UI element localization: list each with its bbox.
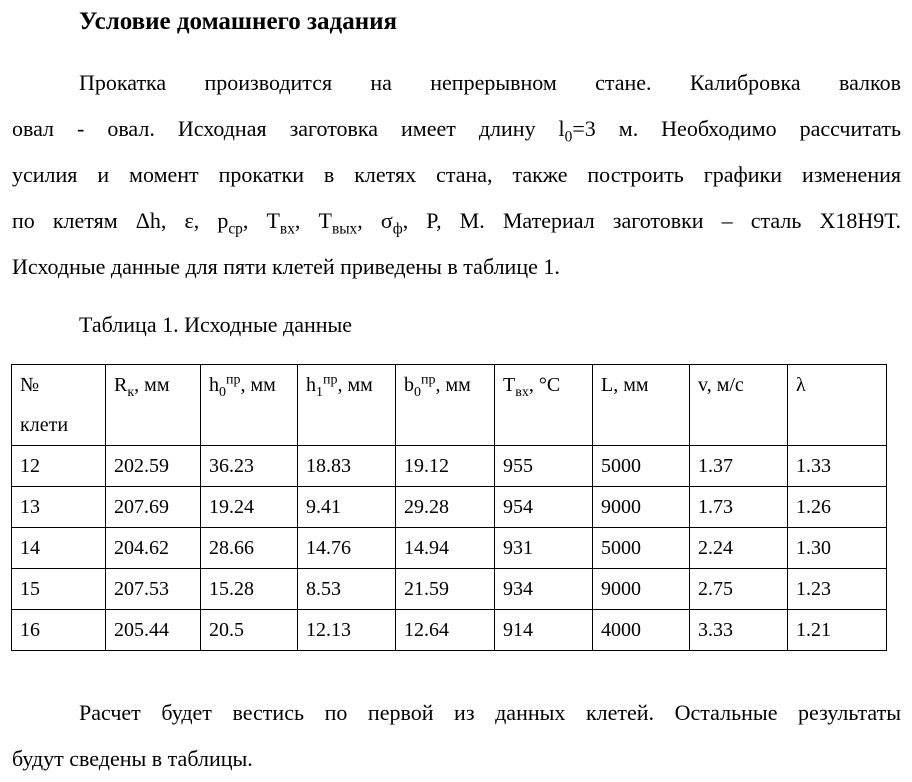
table-cell: 9000: [593, 569, 690, 610]
table-cell: 9000: [593, 487, 690, 528]
table-cell: 12: [12, 446, 106, 487]
table-cell: 19.12: [396, 446, 495, 487]
table-cell: 204.62: [106, 528, 201, 569]
intro-line-1: Прокатка производится на непрерывном стане. Калибровка валков: [79, 70, 901, 95]
table-cell: 202.59: [106, 446, 201, 487]
outro-paragraph: [12, 690, 901, 782]
header-temperature: $T_{вх}$, °C: [495, 365, 593, 446]
table-row: [12, 569, 887, 610]
table-row: [12, 446, 887, 487]
table-cell: 8.53: [298, 569, 396, 610]
table-cell: 9.41: [298, 487, 396, 528]
table-row: [12, 610, 887, 651]
header-speed: v, м/с: [690, 365, 788, 446]
table-cell: 15: [12, 569, 106, 610]
table-cell: 14: [12, 528, 106, 569]
table-cell: 1.37: [690, 446, 788, 487]
table-cell: 4000: [593, 610, 690, 651]
table-cell: 5000: [593, 446, 690, 487]
intro-paragraph: [12, 60, 901, 290]
table-cell: 914: [495, 610, 593, 651]
table-cell: 1.26: [788, 487, 887, 528]
header-h0: $h_0^{пр}$, мм: [201, 365, 298, 446]
table-cell: 18.83: [298, 446, 396, 487]
table-row: [12, 528, 887, 569]
table-cell: 12.64: [396, 610, 495, 651]
table-row: [12, 487, 887, 528]
table-cell: 1.30: [788, 528, 887, 569]
source-data-table: [11, 364, 887, 651]
intro-line-4: по клетям Δh, ε, $p_{ср}$, $T_{вх}$, $T_{вых}$, $\sigma_ф$, P, M. Материал заготовки – сталь Х18Н9Т.: [12, 208, 901, 238]
outro-line-2: будут сведены в таблицы.: [12, 746, 253, 771]
table-cell: 15.28: [201, 569, 298, 610]
table-cell: 5000: [593, 528, 690, 569]
table-cell: 207.69: [106, 487, 201, 528]
table-cell: 205.44: [106, 610, 201, 651]
header-stand-number: № клети: [12, 365, 106, 446]
table-cell: 934: [495, 569, 593, 610]
table-cell: 14.94: [396, 528, 495, 569]
table-cell: 955: [495, 446, 593, 487]
document-title: Условие домашнего задания: [79, 8, 398, 35]
table-cell: 1.33: [788, 446, 887, 487]
table-cell: 14.76: [298, 528, 396, 569]
table-cell: 16: [12, 610, 106, 651]
intro-line-3: усилия и момент прокатки в клетях стана, также построить графики изменения: [12, 162, 901, 187]
header-roll-radius: $R_к$, мм: [106, 365, 201, 446]
header-lambda: λ: [788, 365, 887, 446]
intro-line-5: Исходные данные для пяти клетей приведены в таблице 1.: [12, 254, 560, 279]
header-length: L, мм: [593, 365, 690, 446]
table-cell: 19.24: [201, 487, 298, 528]
intro-line-2: овал - овал. Исходная заготовка имеет длину $l_0=3$ м. Необходимо рассчитать: [12, 116, 901, 146]
table-cell: 954: [495, 487, 593, 528]
table-cell: 1.21: [788, 610, 887, 651]
table-caption: Таблица 1. Исходные данные: [79, 312, 353, 337]
table-cell: 1.73: [690, 487, 788, 528]
table-header-row: [12, 365, 887, 446]
outro-line-1: Расчет будет вестись по первой из данных клетей. Остальные результаты: [79, 700, 901, 725]
table-cell: 12.13: [298, 610, 396, 651]
table-cell: 2.24: [690, 528, 788, 569]
table-cell: 1.23: [788, 569, 887, 610]
table-cell: 28.66: [201, 528, 298, 569]
header-h1: $h_1^{пр}$, мм: [298, 365, 396, 446]
table-cell: 36.23: [201, 446, 298, 487]
table-cell: 2.75: [690, 569, 788, 610]
table-cell: 20.5: [201, 610, 298, 651]
table-cell: 931: [495, 528, 593, 569]
table-cell: 3.33: [690, 610, 788, 651]
table-cell: 21.59: [396, 569, 495, 610]
table-cell: 207.53: [106, 569, 201, 610]
header-b0: $b_0^{пр}$, мм: [396, 365, 495, 446]
table-cell: 29.28: [396, 487, 495, 528]
table-cell: 13: [12, 487, 106, 528]
